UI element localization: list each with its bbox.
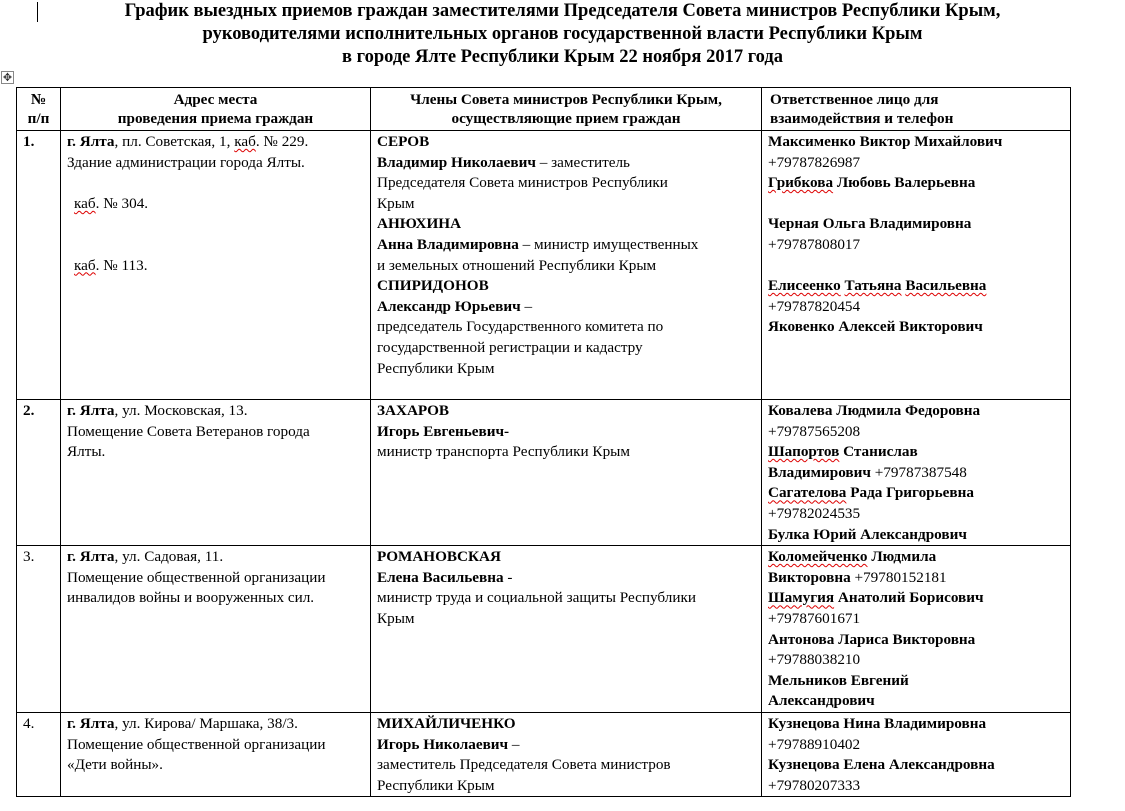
row-number: 4. [17, 712, 61, 796]
members-cell: ЗАХАРОВ Игорь Евгеньевич- министр транспорта Республики Крым [371, 400, 762, 546]
responsible-cell: Кузнецова Нина Владимировна +79788910402 Кузнецова Елена Александровна +79780207333 [762, 712, 1071, 796]
header-num: № п/п [17, 88, 61, 131]
member-surname: РОМАНОВСКАЯ [377, 548, 501, 566]
table-row [17, 546, 1071, 713]
document-title [0, 0, 1125, 69]
members-cell: РОМАНОВСКАЯ Елена Васильевна - министр труда и социальной защиты Республики Крым [371, 546, 762, 713]
responsible-cell: Коломейченко Людмила Викторовна +79780152181 Шамугия Анатолий Борисович +79787601671 Антонова Лариса Викторовна +79788038210 Мельников Евгений Александрович [762, 546, 1071, 713]
members-cell: СЕРОВ Владимир Николаевич – заместитель Председателя Совета министров Республики Крым АНЮХИНА Анна Владимировна – министр имущественных и земельных отношений Республики Крым СПИРИДОНОВ Александр Юрьевич – председатель Государственного комитета по государственной регистрации и кадастру Республики Крым [371, 131, 762, 400]
table-row [17, 131, 1071, 400]
table-row [17, 712, 1071, 796]
title-line-3: в городе Ялте Республики Крым 22 ноября 2017 года [342, 47, 783, 67]
address-cell: г. Ялта, ул. Садовая, 11. Помещение общественной организации инвалидов войны и вооруженных сил. [61, 546, 371, 713]
table-move-handle-icon[interactable]: ✥ [2, 71, 13, 84]
address-cell: г. Ялта, пл. Советская, 1, каб. № 229. Здание администрации города Ялты. каб. № 304. каб. № 113. [61, 131, 371, 400]
responsible-cell: Максименко Виктор Михайлович +79787826987 Грибкова Любовь Валерьевна Черная Ольга Владимировна +79787808017 Елисеенко Татьяна Васильевна +79787820454 Яковенко Алексей Викторович [762, 131, 1071, 400]
member-surname: МИХАЙЛИЧЕНКО [377, 714, 516, 732]
header-address: Адрес места проведения приема граждан [61, 88, 371, 131]
text-cursor [37, 2, 38, 22]
table-header-row [17, 88, 1071, 131]
title-line-2: руководителями исполнительных органов государственной власти Республики Крым [202, 24, 923, 44]
members-cell: МИХАЙЛИЧЕНКО Игорь Николаевич – заместитель Председателя Совета министров Республики Крым [371, 712, 762, 796]
schedule-table [16, 87, 1071, 797]
address-cell: г. Ялта, ул. Московская, 13. Помещение Совета Ветеранов города Ялты. [61, 400, 371, 546]
title-line-1: График выездных приемов граждан заместителями Председателя Совета министров Республики Крым, [124, 1, 1001, 21]
row-number: 1. [17, 131, 61, 400]
member-surname: СЕРОВ [377, 133, 430, 150]
header-members: Члены Совета министров Республики Крым, осуществляющие прием граждан [371, 88, 762, 131]
header-responsible: Ответственное лицо для взаимодействия и телефон [762, 88, 1071, 131]
member-surname: ЗАХАРОВ [377, 402, 450, 419]
address-cell: г. Ялта, ул. Кирова/ Маршака, 38/3. Помещение общественной организации «Дети войны». [61, 712, 371, 796]
member-surname: АНЮХИНА [377, 215, 462, 233]
responsible-cell: Ковалева Людмила Федоровна +79787565208 Шапортов Станислав Владимирович +79787387548 Сагателова Рада Григорьевна +79782024535 Булка Юрий Александрович [762, 400, 1071, 546]
table-row [17, 400, 1071, 546]
row-number: 3. [17, 546, 61, 713]
member-surname: СПИРИДОНОВ [377, 277, 489, 295]
row-number: 2. [17, 400, 61, 546]
